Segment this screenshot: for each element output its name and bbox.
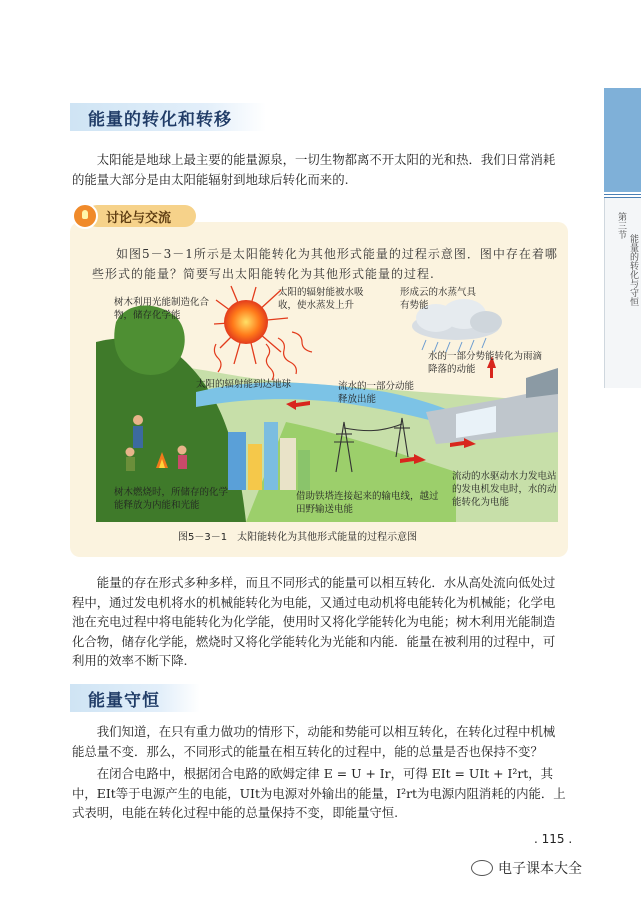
discussion-text bbox=[92, 244, 558, 284]
ohms-law-text: 在闭合电路中，根据闭合电路的欧姆定律 E = U + Ir，可得 EIt = UIt + I²rt，其中，EIt等于电源产生的电能，UIt为电源对外输出的能量，I²rt为电源内阻消耗的内能．上式表明，电能在转化过程中能的总量保持不变，即能量守恒. bbox=[72, 766, 566, 820]
chapter-side-tab bbox=[604, 88, 641, 388]
label-radiation-reach-earth: 太阳的辐射能到达地球 bbox=[196, 379, 292, 390]
label-cloud-potential: 形成云的水蒸气具有势能 bbox=[400, 287, 477, 311]
discussion-question: 如图5－3－1所示是太阳能转化为其他形式能量的过程示意图．图中存在着哪些形式的能量？简要写出太阳能转化为其他形式能量的过程. bbox=[92, 247, 558, 281]
wechat-icon bbox=[471, 860, 493, 876]
intro-paragraph bbox=[72, 150, 566, 189]
section-heading-text: 能量守恒 bbox=[88, 691, 160, 711]
label-transmission-lines: 借助铁塔连接起来的输电线，越过田野输送电能 bbox=[296, 491, 439, 515]
intro-paragraph-text: 太阳能是地球上最主要的能量源泉，一切生物都离不开太阳的光和热．我们日常消耗的能量大部分是由太阳能辐射到地球后转化而来的. bbox=[72, 152, 556, 187]
side-tab-body bbox=[604, 198, 641, 388]
section-heading-text: 能量的转化和转移 bbox=[88, 110, 232, 130]
lightbulb-icon bbox=[72, 203, 98, 229]
energy-forms-paragraph bbox=[72, 573, 566, 671]
label-water-evaporation: 太阳的辐射能被水吸收，使水蒸发上升 bbox=[278, 287, 364, 311]
label-hydropower: 流动的水驱动水力发电站的发电机发电时，水的动能转化为电能 bbox=[452, 471, 557, 508]
ohms-law-paragraph bbox=[72, 764, 566, 823]
watermark-text: 电子课本大全 bbox=[498, 861, 582, 877]
side-tab-color-block bbox=[604, 88, 641, 192]
page-number: . 115 . bbox=[534, 832, 573, 846]
section-heading-energy-conservation bbox=[70, 684, 200, 712]
label-tree-photosynthesis: 树木利用光能制造化合物，储存化学能 bbox=[114, 297, 210, 321]
discussion-tag-label: 讨论与交流 bbox=[106, 211, 172, 226]
figure-caption: 图5－3－1 太阳能转化为其他形式能量的过程示意图 bbox=[178, 532, 418, 543]
conservation-paragraph bbox=[72, 722, 566, 761]
conservation-text: 我们知道，在只有重力做功的情形下，动能和势能可以相互转化，在转化过程中机械能总量不变．那么，不同形式的能量在相互转化的过程中，能的总量是否也保持不变？ bbox=[72, 724, 556, 759]
side-tab-section: 第三节 bbox=[616, 212, 626, 239]
discussion-tag bbox=[72, 203, 198, 229]
side-tab-title: 能量的转化与守恒 bbox=[628, 234, 638, 306]
label-rain-kinetic: 水的一部分势能转化为雨滴降落的动能 bbox=[428, 351, 543, 375]
section-heading-energy-transformation bbox=[70, 103, 266, 131]
label-flowing-water: 流水的一部分动能释放出能 bbox=[338, 381, 415, 405]
energy-forms-text: 能量的存在形式多种多样，而且不同形式的能量可以相互转化．水从高处流向低处过程中，通过发电机将水的机械能转化为电能，又通过电动机将电能转化为机械能；化学电池在充电过程中将电能转化为化学能，使用时又将化学能转化为电能；树木利用光能制造化合物，储存化学能，燃烧时又将化学能转化为光能和内能．能量在被利用的过程中，可利用的效率不断下降. bbox=[72, 575, 556, 668]
sun-icon bbox=[214, 286, 288, 364]
label-wood-burning: 树木燃烧时，所储存的化学能释放为内能和光能 bbox=[114, 487, 229, 511]
